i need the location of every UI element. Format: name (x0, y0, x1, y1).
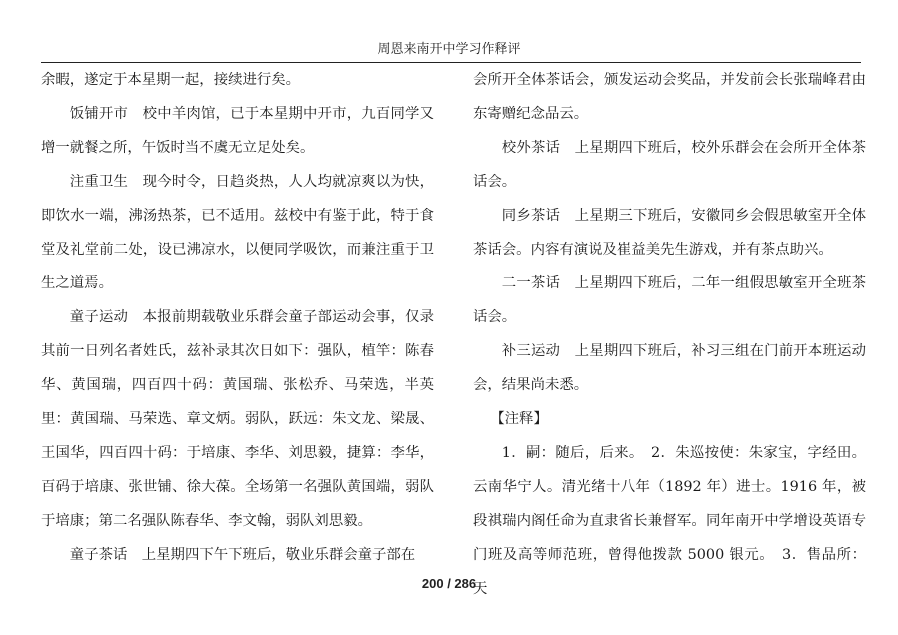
item-heading: 同乡茶话 (501, 207, 561, 224)
right-column (473, 64, 866, 607)
paragraph-scout-tea: 童子茶话 上星期四下午下班后，敬业乐群会童子部在 (69, 546, 416, 563)
item-heading: 注重卫生 (69, 173, 129, 190)
item-heading: 童子茶话 (69, 546, 128, 563)
paragraph-restaurant-opening: 饭铺开市 校中羊肉馆，已于本星期中开市，九百同学又增一就餐之所，午饭时当不虞无立足处矣。 (41, 105, 434, 156)
paragraph-scout-sports: 童子运动 本报前期载敬业乐群会童子部运动会事，仅录其前一日列名者姓氏，兹补录其次日如下：强队，植竿：陈春华、黄国瑞，四百四十码：黄国瑞、张松乔、马荣选，半英里：黄国瑞、马荣选、章文炳。弱队，跃远：朱文龙、梁晟、王国华，四百四十码：于培康、李华、刘思毅，捷算：李华，百码于培康、张世铺、徐大葆。全场第一名强队黄国端，弱队于培康；第二名强队陈春华、李文翰，弱队刘思毅。 (41, 309, 434, 529)
header-rule (41, 62, 861, 63)
paragraph-hometown-tea: 同乡茶话 上星期三下班后，安徽同乡会假思敏室开全体茶话会。内容有演说及崔益美先生游戏，并有茶点助兴。 (473, 207, 866, 258)
notes-heading: 【注释】 (490, 411, 548, 428)
item-heading: 饭铺开市 (69, 105, 129, 122)
item-heading: 校外茶话 (501, 139, 561, 156)
running-header: 周恩来南开中学习作释评 (377, 42, 521, 57)
page-number: 200 / 286 (421, 576, 477, 591)
item-heading: 二一茶话 (501, 275, 561, 292)
paragraph-remedial-sports: 补三运动 上星期四下班后，补习三组在门前开本班运动会，结果尚未悉。 (473, 343, 866, 394)
item-heading: 补三运动 (501, 343, 561, 360)
paragraph-continuation: 会所开全体茶话会，颁发运动会奖品，并发前会长张瑞峰君由东寄赠纪念品云。 (473, 72, 866, 122)
paragraph-continuation: 余暇，遂定于本星期一起，接续进行矣。 (41, 72, 301, 88)
item-heading: 童子运动 (69, 309, 129, 326)
left-column (41, 64, 434, 573)
paragraph-hygiene: 注重卫生 现今时令，日趋炎热，人人均就凉爽以为快，即饮水一端，沸汤热茶，已不适用。兹校中有鉴于此，特于食堂及礼堂前二处，设已沸凉水，以便同学吸饮，而兼注重于卫生之道焉。 (41, 173, 434, 292)
paragraph-offcampus-tea: 校外茶话 上星期四下班后，校外乐群会在会所开全体茶话会。 (473, 139, 866, 190)
notes-text: 1．嗣：随后，后来。 2．朱巡按使：朱家宝，字经田。云南华宁人。清光绪十八年（1892 年）进士。1916 年，被段祺瑞内阁任命为直隶省长兼督军。同年南开中学增设英语专门班及高等师范班，曾得他拨款 5000 银元。 3．售品所：天 (473, 444, 866, 597)
paragraph-class-tea: 二一茶话 上星期四下班后，二年一组假思敏室开全班茶话会。 (473, 275, 866, 326)
